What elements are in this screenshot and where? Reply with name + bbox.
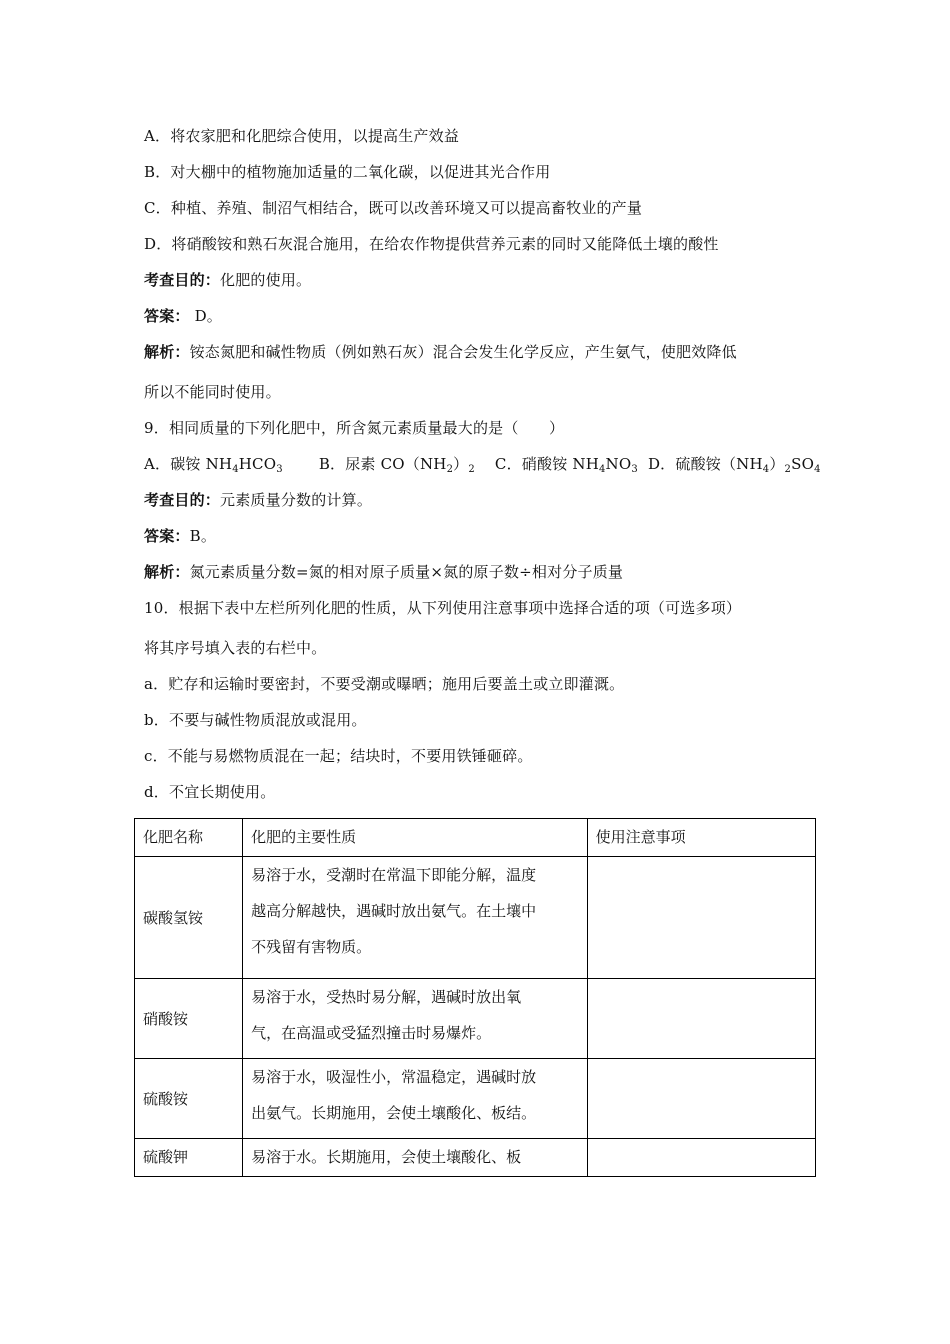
q8-option-c: C．种植、养殖、制沼气相结合，既可以改善环境又可以提高畜牧业的产量 <box>144 199 643 217</box>
usage-notes-cell[interactable] <box>587 1139 815 1177</box>
q9-option-b-sub1: 2 <box>446 464 454 475</box>
q10-item-c: c．不能与易燃物质混在一起；结块时，不要用铁锤砸碎。 <box>144 747 533 765</box>
property-line: 越高分解越快，遇碱时放出氨气。在土壤中 <box>251 902 537 920</box>
q8-option-d: D．将硝酸铵和熟石灰混合施用，在给农作物提供营养元素的同时又能降低土壤的酸性 <box>144 235 719 253</box>
q8-answer <box>144 306 222 326</box>
q9-option-c-sub2: 3 <box>631 464 638 475</box>
property-line: 易溶于水，受潮时在常温下即能分解，温度 <box>251 866 537 884</box>
property-line: 易溶于水，受热时易分解，遇碱时放出氧 <box>251 988 522 1006</box>
table-row <box>135 1139 816 1177</box>
q9-option-a <box>144 455 283 473</box>
q8-analysis <box>144 342 737 362</box>
q9-option-d-sub1: 4 <box>762 464 770 475</box>
q8-option-a: A．将农家肥和化肥综合使用，以提高生产效益 <box>144 127 460 145</box>
usage-notes-cell[interactable] <box>587 1059 815 1139</box>
fertilizer-properties <box>243 1139 588 1177</box>
q9-analysis-text: 氮元素质量分数=氮的相对原子质量×氮的原子数÷相对分子质量 <box>189 563 624 581</box>
q9-option-d-sub3: 4 <box>814 464 821 475</box>
q9-answer <box>144 526 216 546</box>
q10-stem-cont: 将其序号填入表的右栏中。 <box>144 639 327 657</box>
q9-option-d-mid: ） <box>769 455 785 473</box>
property-line: 易溶于水，吸湿性小，常温稳定，遇碱时放 <box>251 1068 537 1086</box>
q9-option-d <box>648 455 821 473</box>
q9-option-b-sub2: 2 <box>468 464 475 475</box>
q9-option-a-text: A．碳铵 NH <box>144 455 233 473</box>
q8-analysis-label: 解析： <box>144 343 190 361</box>
q9-purpose-label: 考查目的： <box>144 491 221 509</box>
q9-option-a-sub1: 4 <box>232 464 239 475</box>
q9-option-a-mid: HCO <box>238 455 277 473</box>
q10-item-b: b．不要与碱性物质混放或混用。 <box>144 711 367 729</box>
q8-analysis-text: 铵态氮肥和碱性物质（例如熟石灰）混合会发生化学反应，产生氨气，使肥效降低 <box>189 343 737 361</box>
table-row <box>135 979 816 1059</box>
q8-answer-text: D。 <box>189 307 223 325</box>
q9-answer-label: 答案： <box>144 527 190 545</box>
q8-answer-label: 答案： <box>144 307 190 325</box>
q8-purpose-text: 化肥的使用。 <box>220 271 312 289</box>
q9-option-c-text: C．硝酸铵 NH <box>494 455 599 473</box>
header-properties: 化肥的主要性质 <box>243 819 588 857</box>
fertilizer-properties <box>243 979 588 1059</box>
property-line: 出氨气。长期施用，会使土壤酸化、板结。 <box>251 1104 537 1122</box>
q10-stem: 10．根据下表中左栏所列化肥的性质，从下列使用注意事项中选择合适的项（可选多项） <box>144 599 742 617</box>
q8-purpose <box>144 270 311 290</box>
q8-option-b: B．对大棚中的植物施加适量的二氧化碳，以促进其光合作用 <box>144 163 551 181</box>
table-header-row <box>135 819 816 857</box>
property-line: 气，在高温或受猛烈撞击时易爆炸。 <box>251 1024 492 1042</box>
q9-purpose-text: 元素质量分数的计算。 <box>220 491 373 509</box>
q9-options <box>144 454 821 477</box>
q9-option-c <box>495 455 638 473</box>
header-notes: 使用注意事项 <box>587 819 815 857</box>
usage-notes-cell[interactable] <box>587 857 815 979</box>
q9-option-c-mid: NO <box>605 455 632 473</box>
fertilizer-name: 硝酸铵 <box>135 979 243 1059</box>
q9-option-c-sub1: 4 <box>598 464 606 475</box>
q9-analysis-label: 解析： <box>144 563 190 581</box>
fertilizer-table <box>134 818 816 1177</box>
property-line: 易溶于水。长期施用，会使土壤酸化、板 <box>251 1148 522 1166</box>
q9-option-b-mid: ） <box>453 455 469 473</box>
q10-item-a: a．贮存和运输时要密封，不要受潮或曝晒；施用后要盖土或立即灌溉。 <box>144 675 625 693</box>
q9-option-d-end: SO <box>791 455 815 473</box>
table-row <box>135 857 816 979</box>
q9-analysis <box>144 562 623 582</box>
header-name: 化肥名称 <box>135 819 243 857</box>
q8-purpose-label: 考查目的： <box>144 271 221 289</box>
q9-option-d-sub2: 2 <box>784 464 792 475</box>
q9-option-b <box>319 455 475 473</box>
usage-notes-cell[interactable] <box>587 979 815 1059</box>
fertilizer-name: 硫酸铵 <box>135 1059 243 1139</box>
q9-answer-text: B。 <box>189 527 217 545</box>
fertilizer-properties <box>243 1059 588 1139</box>
table-row <box>135 1059 816 1139</box>
q9-option-a-sub2: 3 <box>276 464 283 475</box>
q9-purpose <box>144 490 372 510</box>
q9-option-b-text: B．尿素 CO（NH <box>318 455 447 473</box>
q9-option-d-text: D．硫酸铵（NH <box>647 455 763 473</box>
fertilizer-name: 碳酸氢铵 <box>135 857 243 979</box>
q10-item-d: d．不宜长期使用。 <box>144 783 276 801</box>
property-line: 不残留有害物质。 <box>251 938 372 956</box>
q9-stem: 9．相同质量的下列化肥中，所含氮元素质量最大的是（ ） <box>144 419 565 437</box>
q8-analysis-cont: 所以不能同时使用。 <box>144 383 281 401</box>
fertilizer-properties <box>243 857 588 979</box>
fertilizer-name: 硫酸钾 <box>135 1139 243 1177</box>
